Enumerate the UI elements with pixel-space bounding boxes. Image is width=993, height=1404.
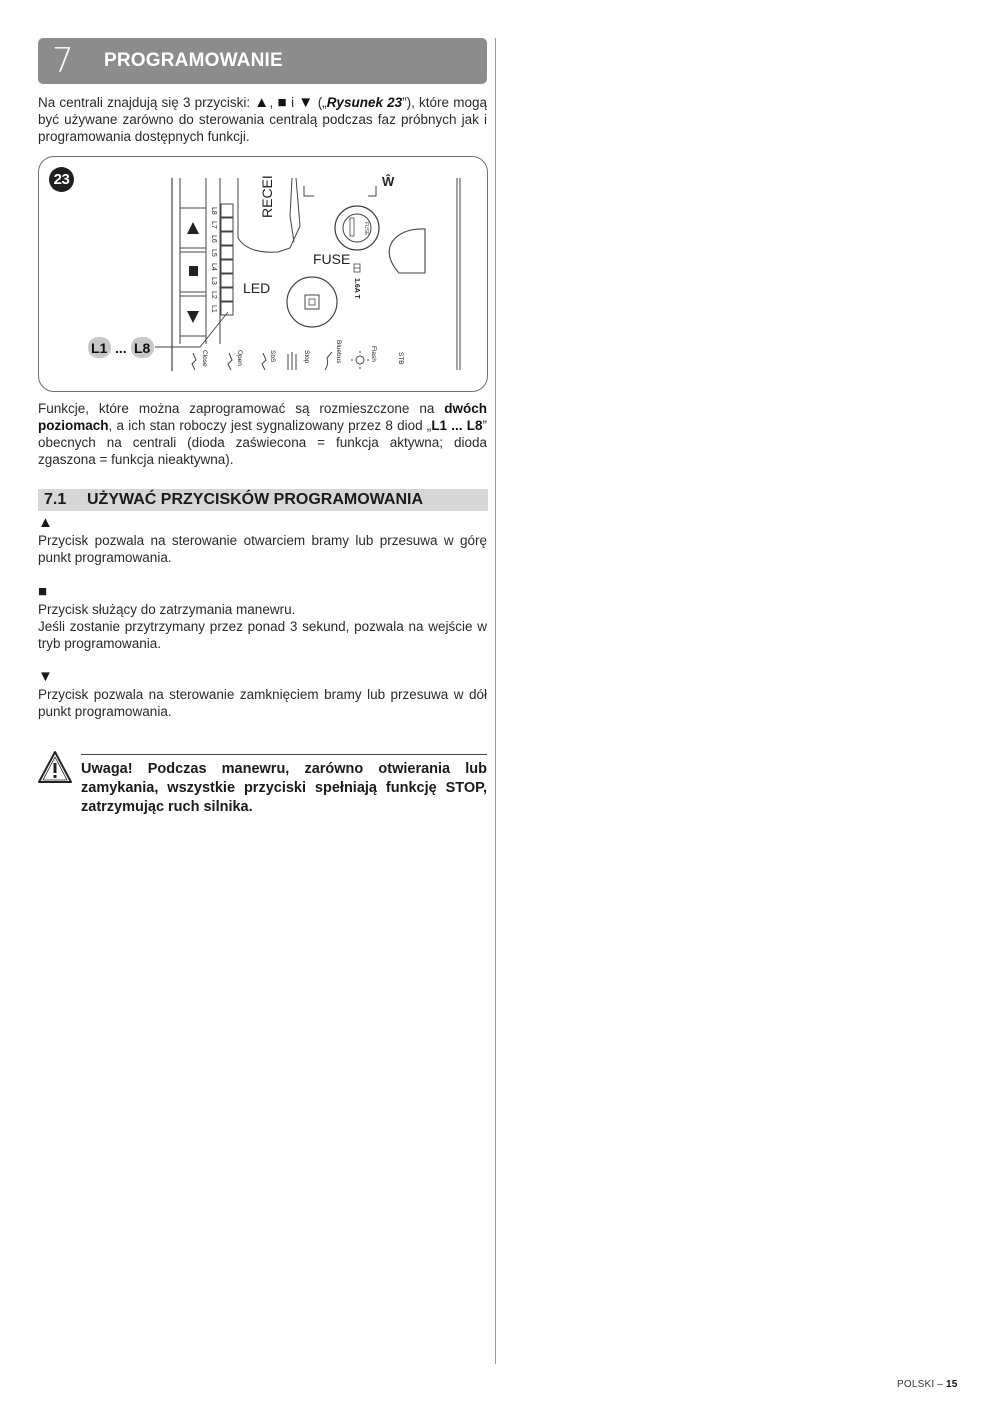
led-label-l5: L5 xyxy=(210,249,217,257)
warning-triangle-icon xyxy=(37,750,73,786)
led-label-l2: L2 xyxy=(210,291,217,299)
fuse-small-label: FUSE xyxy=(363,222,369,236)
figure-number-badge: 23 xyxy=(49,167,74,192)
section-heading xyxy=(38,489,488,511)
led-label-l4: L4 xyxy=(210,263,217,271)
stop-button-description-1: Przycisk służący do zatrzymania manewru. xyxy=(38,602,296,617)
terminal-bluebus: Bluebus xyxy=(335,340,342,364)
down-symbol: ▼ xyxy=(298,94,314,111)
section-title: UŻYWAĆ PRZYCISKÓW PROGRAMOWANIA xyxy=(87,491,423,508)
figure-23-diagram xyxy=(38,156,488,392)
terminal-stb: STB xyxy=(397,352,404,365)
page-number: 15 xyxy=(946,1379,958,1390)
fuse-rating-label: 1.6A T xyxy=(353,278,360,299)
down-button-description: Przycisk pozwala na sterowanie zamknięciem bramy lub przesuwa w dół punkt programowania. xyxy=(38,687,487,719)
intro-paragraph xyxy=(38,94,487,145)
stop-button-symbol: ■ xyxy=(38,583,48,600)
fuse-label: FUSE xyxy=(313,251,351,267)
figure-reference: Rysunek 23 xyxy=(326,95,403,110)
led-label-l3: L3 xyxy=(210,277,217,285)
column-divider xyxy=(495,38,496,1364)
functions-paragraph xyxy=(38,400,487,468)
up-button-description: Przycisk pozwala na sterowanie otwarciem bramy lub przesuwa w górę punkt programowania. xyxy=(38,533,487,565)
functions-bold-2: L1 ... L8 xyxy=(431,418,483,433)
intro-sep-1: , xyxy=(269,95,278,110)
functions-text-1: Funkcje, które można zaprogramować są rozmieszczone na xyxy=(38,401,445,416)
svg-text:Ŵ: Ŵ xyxy=(382,174,395,189)
led-label: LED xyxy=(243,280,271,296)
terminal-open: Open xyxy=(236,350,243,366)
up-symbol: ▲ xyxy=(254,94,270,111)
warning-rule xyxy=(81,754,487,755)
up-button-symbol: ▲ xyxy=(38,514,53,531)
intro-text-3: ”), które mogą być używane zarówno do sterowania centralą podczas faz próbnych jak i programowania dostępnych funkcji. xyxy=(38,95,487,144)
section-number: 7.1 xyxy=(44,491,67,508)
intro-sep-2: i xyxy=(286,95,299,110)
stop-button-icon xyxy=(189,266,198,276)
stop-symbol: ■ xyxy=(277,94,287,111)
warning-text: Uwaga! Podczas manewru, zarówno otwierania lub zamykania, wszystkie przyciski spełniają funkcję STOP, zatrzymując ruch silnika. xyxy=(81,761,487,815)
terminal-sbs: SbS xyxy=(269,350,276,363)
chapter-title: PROGRAMOWANIE xyxy=(104,50,283,71)
callout-dots: ... xyxy=(115,340,127,356)
functions-text-3: ” obecnych na centrali (dioda zaświecona = funkcja aktywna; dioda zgaszona = funkcja nieaktywna). xyxy=(38,418,488,467)
chapter-number: 7 xyxy=(52,41,74,81)
functions-text-2: , a ich stan roboczy jest sygnalizowany przez 8 diod „ xyxy=(108,418,432,433)
stop-button-description-2: Jeśli zostanie przytrzymany przez ponad 3 sekund, pozwala na wejście w tryb programowania. xyxy=(38,619,487,651)
callout-l8: L8 xyxy=(134,340,151,356)
chapter-header xyxy=(38,38,487,84)
receiver-label: RECEI xyxy=(259,175,275,218)
callout-l1: L1 xyxy=(91,340,108,356)
led-label-l1: L1 xyxy=(210,305,217,313)
led-label-l7: L7 xyxy=(210,221,217,229)
page-footer xyxy=(897,1379,958,1390)
terminal-close: Close xyxy=(201,350,208,367)
led-label-l8: L8 xyxy=(210,207,217,215)
led-column xyxy=(221,204,233,315)
terminal-flash: Flash xyxy=(370,346,377,362)
down-button-symbol: ▼ xyxy=(38,668,53,685)
terminal-stop: Stop xyxy=(303,350,310,364)
functions-bold-1: dwóch poziomach xyxy=(38,401,487,433)
footer-language: POLSKI – xyxy=(897,1379,947,1390)
led-label-l6: L6 xyxy=(210,235,217,243)
intro-text-2: („ xyxy=(313,95,327,110)
intro-text-1: Na centrali znajdują się 3 przyciski: xyxy=(38,95,255,110)
